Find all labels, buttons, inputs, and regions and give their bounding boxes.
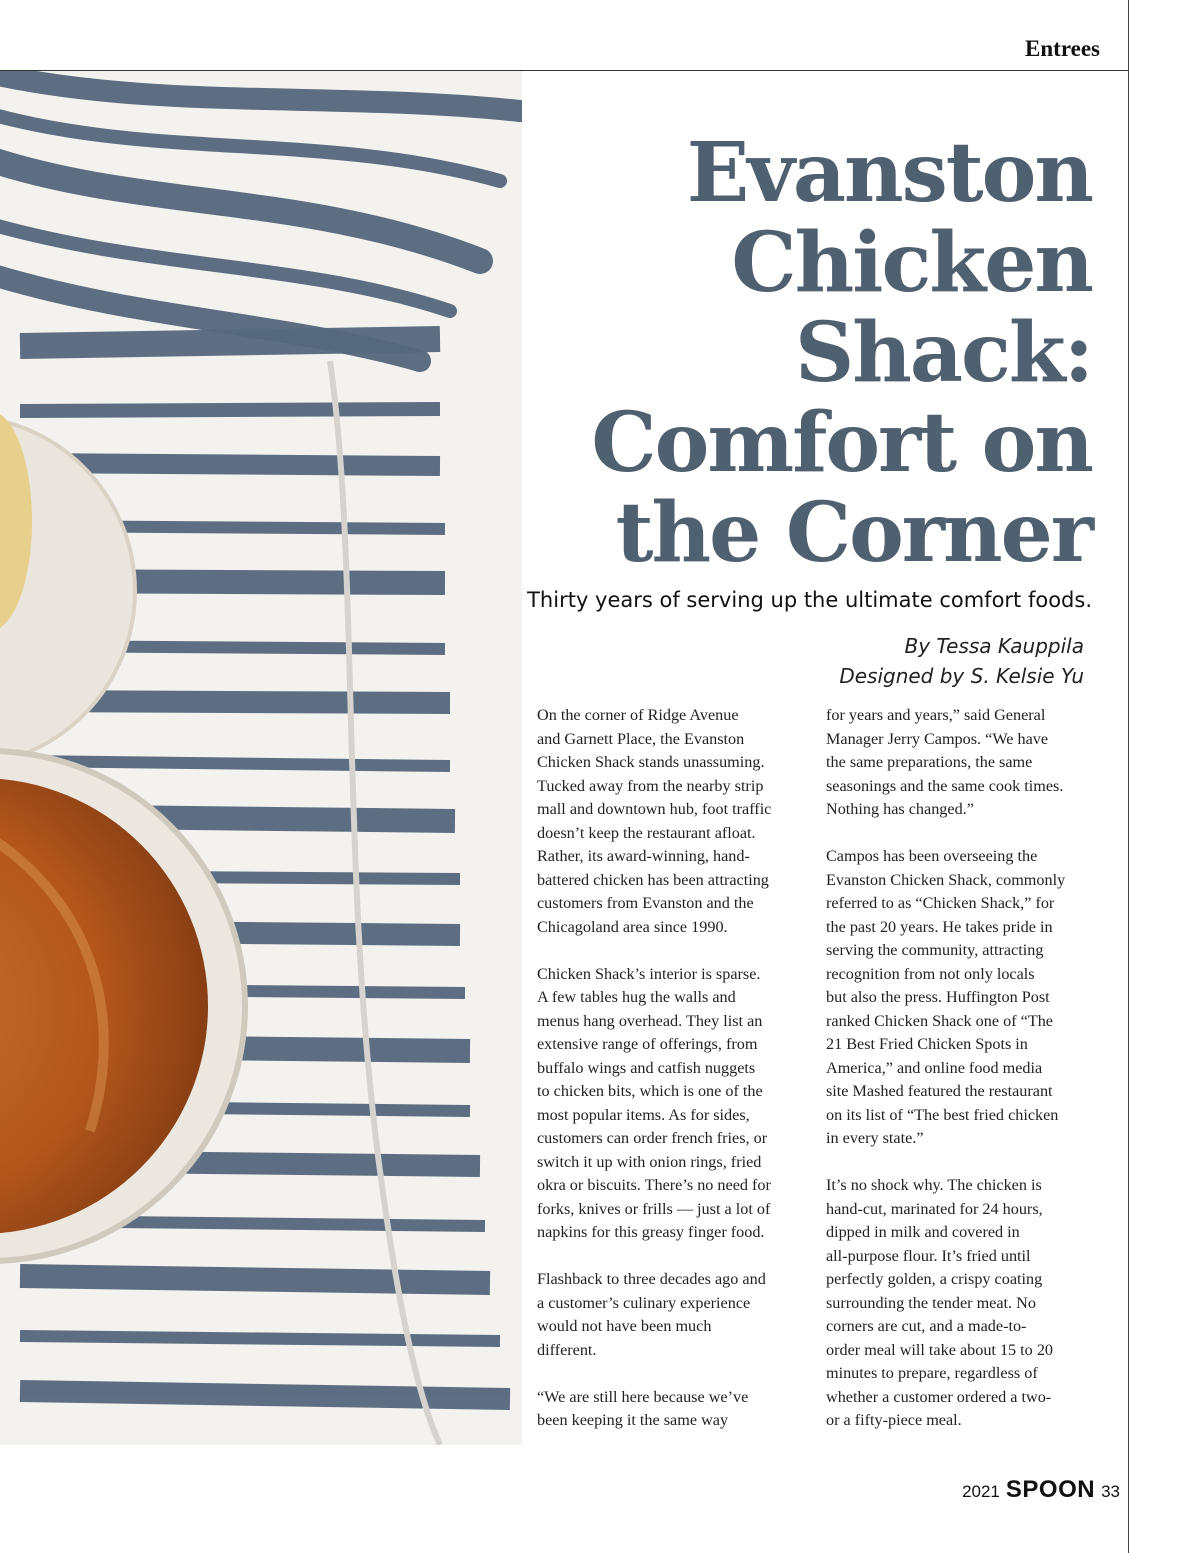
author-byline: By Tessa Kauppila	[904, 634, 1084, 658]
section-label: Entrees	[1025, 36, 1100, 61]
byline-block	[839, 631, 1084, 691]
page-edge-rule	[1128, 0, 1129, 1553]
food-photo	[0, 71, 522, 1445]
paragraph: It’s no shock why. The chicken is hand-cut, marinated for 24 hours, dipped in milk and covered in all-purpose flour. It’s fried until perfectly golden, a crispy coating surrounding the tender meat. No corners are cut, and a made-to- order meal will take about 15 to 20 minutes to prepare, regardless of whether a customer ordered a two- or a fifty-piece meal.	[826, 1176, 1054, 1429]
title-line: Comfort on	[591, 395, 1092, 491]
article-column-right	[826, 704, 1106, 1456]
article-subtitle: Thirty years of serving up the ultimate comfort foods.	[527, 588, 1092, 612]
article-column-left	[537, 704, 812, 1456]
title-line: Chicken	[731, 215, 1092, 311]
designer-credit: Designed by S. Kelsie Yu	[839, 664, 1084, 688]
title-line: Evanston	[686, 125, 1092, 221]
folio-year: 2021	[962, 1482, 1000, 1501]
title-line: the Corner	[615, 485, 1092, 581]
title-line: Shack:	[795, 305, 1092, 401]
article-title	[492, 125, 1092, 581]
page-folio	[962, 1476, 1120, 1504]
paragraph: Chicken Shack’s interior is sparse. A few tables hug the walls and menus hang overhead. They list an extensive range of offerings, from buffalo wings and catfish nuggets to chicken bits, which is one of the most popular items. As for sides, customers can order french fries, or switch it up with onion rings, fried okra or biscuits. There’s no need for forks, knives or frills — just a lot of napkins for this greasy finger food.	[537, 964, 771, 1241]
page-number: 33	[1101, 1482, 1120, 1501]
paragraph: Flashback to three decades ago and a customer’s culinary experience would not have been much different.	[537, 1270, 766, 1359]
paragraph: Campos has been overseeing the Evanston Chicken Shack, commonly referred to as “Chicken Shack,” for the past 20 years. He takes pride in serving the community, attracting recognition from not only locals but also the press. Huffington Post ranked Chicken Shack one of “The 21 Best Fried Chicken Spots in America,” and online food media site Mashed featured the restaurant on its list of “The best fried chicken in every state.”	[826, 847, 1066, 1147]
magazine-logo: SPOON	[1005, 1476, 1096, 1503]
paragraph: On the corner of Ridge Avenue and Garnett Place, the Evanston Chicken Shack stands unassuming. Tucked away from the nearby strip mall and downtown hub, foot traffic doesn’t keep the restaurant afloat. Rather, its award-winning, hand- battered chicken has been attracting customers from Evanston and the Chicagoland area since 1990.	[537, 706, 772, 936]
paragraph: “We are still here because we’ve been keeping it the same way	[537, 1387, 749, 1429]
paragraph: for years and years,” said General Manager Jerry Campos. “We have the same preparations, the same seasonings and the same cook times. Nothing has changed.”	[826, 706, 1064, 818]
